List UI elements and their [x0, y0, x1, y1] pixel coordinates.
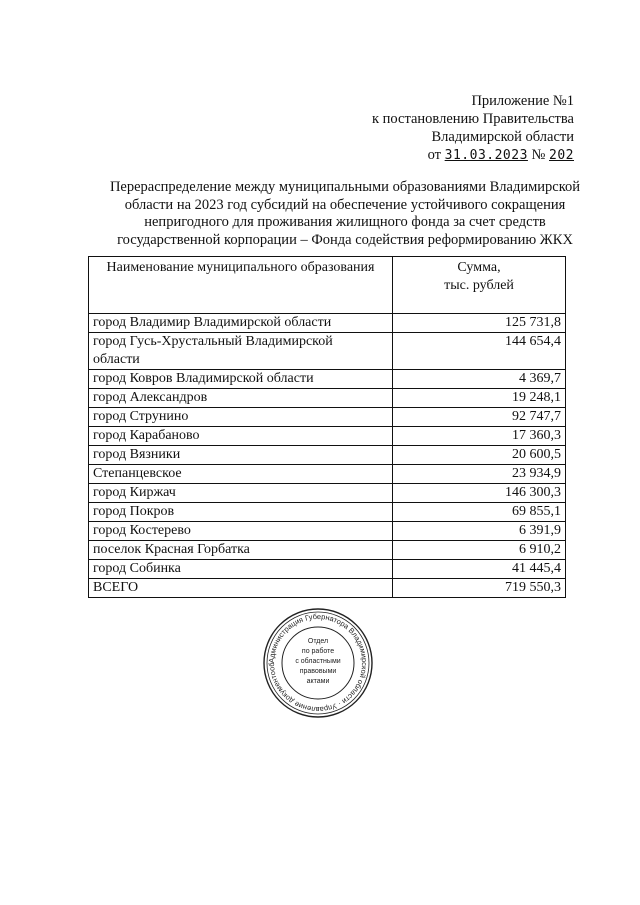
subsidy-table: [88, 256, 566, 598]
row-name: город Карабаново: [89, 427, 393, 446]
row-name: город Киржач: [89, 484, 393, 503]
row-sum: 144 654,4: [393, 333, 566, 370]
row-name: поселок Красная Горбатка: [89, 541, 393, 560]
row-sum: 6 910,2: [393, 541, 566, 560]
official-stamp: [262, 607, 374, 719]
row-sum: 19 248,1: [393, 389, 566, 408]
header-sum-unit: тыс. рублей: [444, 278, 514, 293]
title-line: области на 2023 год субсидий на обеспечение устойчивого сокращения: [124, 196, 566, 213]
table-row: [89, 484, 566, 503]
stamp-ring-text: Администрация Губернатора Владимирской области · Управление документооб: [266, 611, 370, 715]
appendix-reference: к постановлению Правительства: [372, 111, 574, 127]
stamp-center-line: Отдел: [307, 638, 329, 645]
table-row: [89, 465, 566, 484]
table-header-row: [89, 257, 566, 314]
appendix-region: Владимирской области: [431, 129, 574, 145]
row-name: [89, 333, 393, 370]
date-prefix: от: [427, 147, 442, 163]
row-sum: 17 360,3: [393, 427, 566, 446]
table-row: [89, 370, 566, 389]
row-sum: 69 855,1: [393, 503, 566, 522]
total-label: ВСЕГО: [89, 579, 393, 598]
number-value: 202: [549, 148, 574, 163]
stamp-center-line: правовыми: [299, 668, 337, 675]
row-sum: 92 747,7: [393, 408, 566, 427]
stamp-center-line: с областными: [295, 658, 341, 665]
row-name: город Вязники: [89, 446, 393, 465]
date-value: 31.03.2023: [444, 148, 528, 163]
title-line: непригодного для проживания жилищного фонда за счет средств: [144, 214, 546, 230]
total-sum: 719 550,3: [393, 579, 566, 598]
title-line: Перераспределение между муниципальными образованиями Владимирской: [109, 179, 581, 195]
appendix-date-line: [314, 146, 574, 165]
row-sum: 4 369,7: [393, 370, 566, 389]
document-title: [95, 179, 595, 249]
appendix-title: Приложение №1: [471, 93, 574, 109]
row-sum: 6 391,9: [393, 522, 566, 541]
row-name: город Ковров Владимирской области: [89, 370, 393, 389]
table-total-row: [89, 579, 566, 598]
row-sum: 125 731,8: [393, 314, 566, 333]
table-row: [89, 541, 566, 560]
row-name: город Струнино: [89, 408, 393, 427]
stamp-center-line: по работе: [301, 648, 335, 655]
row-name-line: город Гусь-Хрустальный Владимирской: [93, 334, 333, 349]
stamp-center-line: актами: [306, 678, 330, 685]
row-sum: 20 600,5: [393, 446, 566, 465]
table-row: [89, 446, 566, 465]
header-sum: [393, 257, 566, 314]
row-name: Степанцевское: [89, 465, 393, 484]
table-row: [89, 522, 566, 541]
row-name: город Покров: [89, 503, 393, 522]
row-name: город Владимир Владимирской области: [89, 314, 393, 333]
header-municipality: Наименование муниципального образования: [89, 257, 393, 314]
table-row: [89, 408, 566, 427]
row-name-line: области: [93, 352, 140, 367]
table-row: [89, 560, 566, 579]
row-sum: 23 934,9: [393, 465, 566, 484]
table-row: [89, 389, 566, 408]
appendix-header: [314, 92, 574, 165]
table-row: [89, 314, 566, 333]
row-name: город Собинка: [89, 560, 393, 579]
table-row: [89, 427, 566, 446]
row-sum: 146 300,3: [393, 484, 566, 503]
title-line: государственной корпорации – Фонда содействия реформированию ЖКХ: [117, 231, 573, 248]
header-sum-label: Сумма,: [457, 260, 501, 275]
row-name: город Костерево: [89, 522, 393, 541]
row-sum: 41 445,4: [393, 560, 566, 579]
table-row: [89, 333, 566, 370]
stamp-seal-icon: [262, 607, 374, 719]
row-name: город Александров: [89, 389, 393, 408]
number-prefix: №: [531, 147, 546, 163]
table-row: [89, 503, 566, 522]
